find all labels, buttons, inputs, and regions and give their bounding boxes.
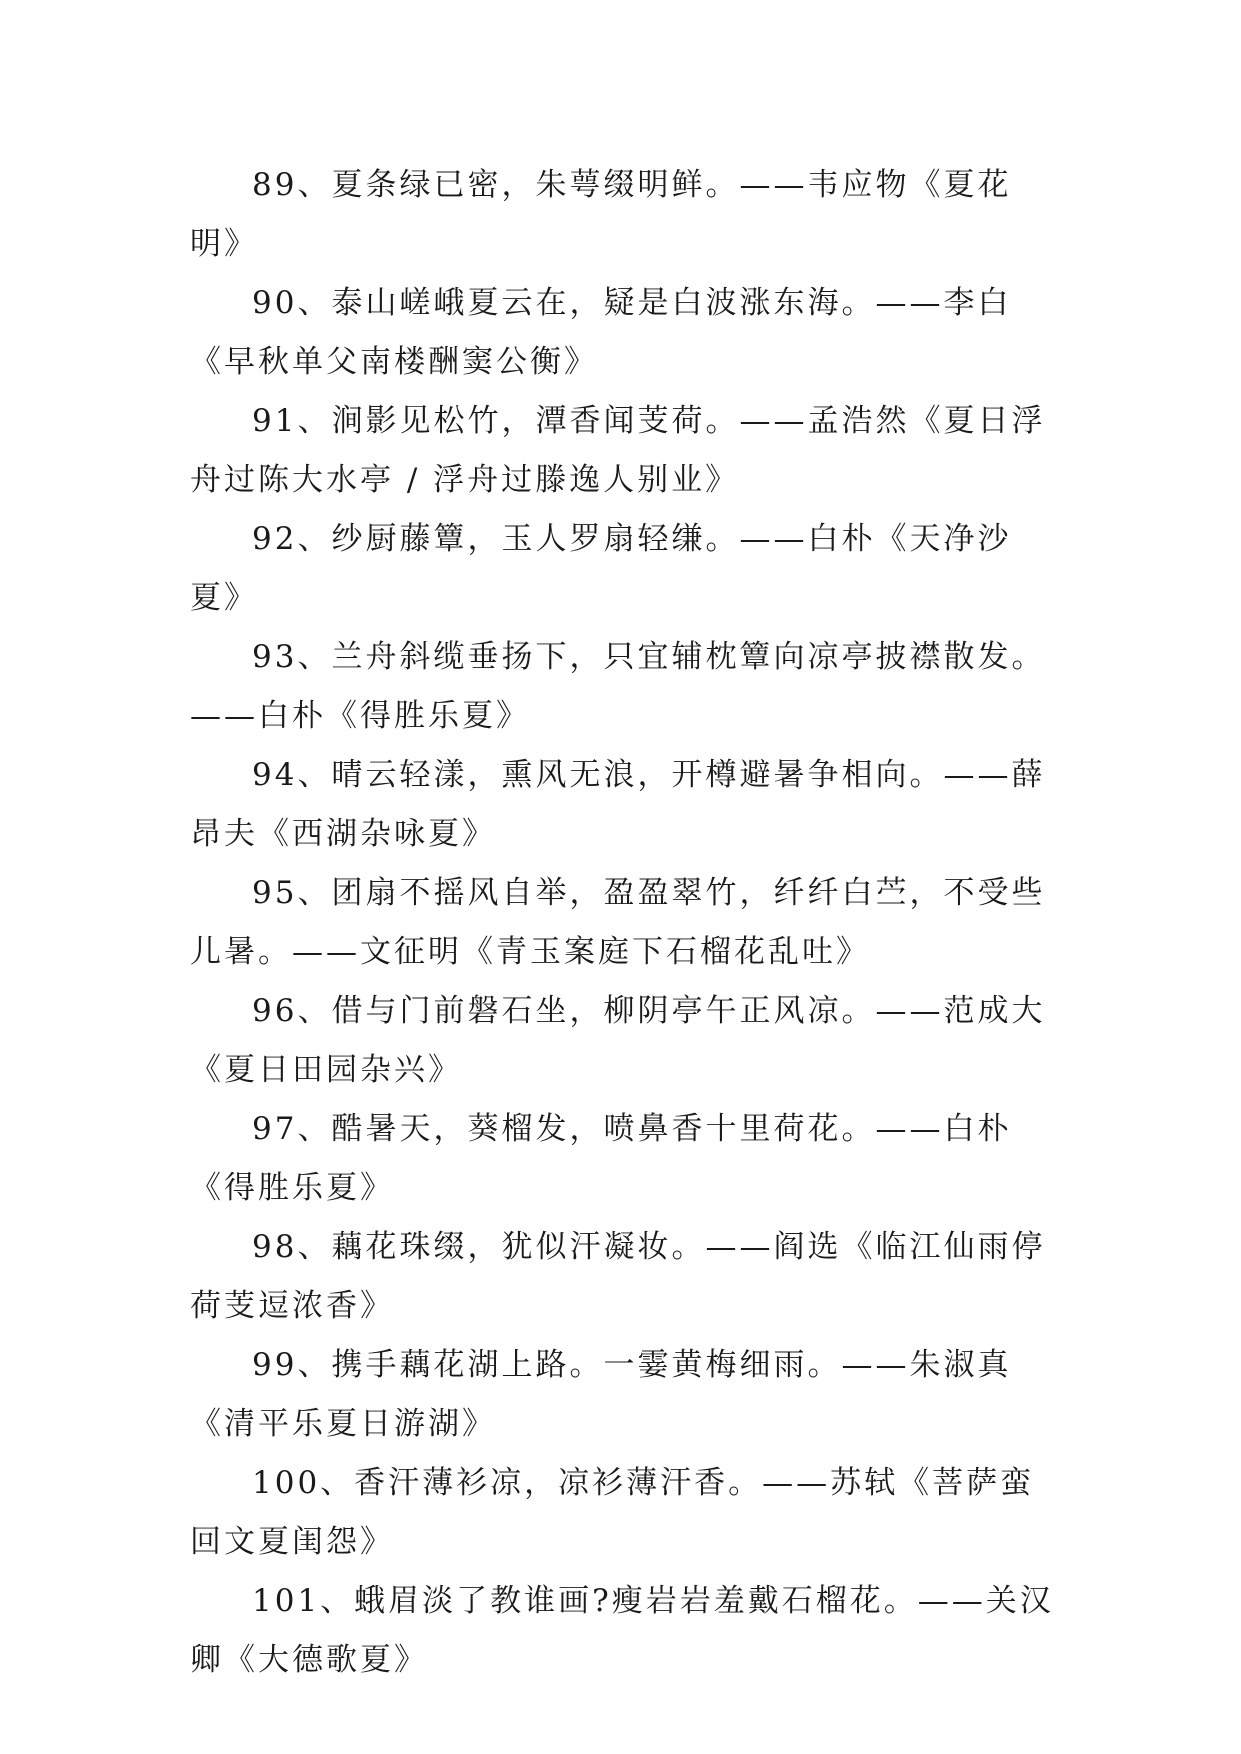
paragraph-99: 99、携手藕花湖上路。一霎黄梅细雨。——朱淑真《清平乐夏日游湖》: [190, 1347, 1012, 1442]
paragraph-97: 97、酷暑天，葵榴发，喷鼻香十里荷花。——白朴《得胜乐夏》: [190, 1111, 1012, 1206]
paragraph-91: 91、涧影见松竹，潭香闻芰荷。——孟浩然《夏日浮舟过陈大水亭 / 浮舟过滕逸人别业》: [190, 403, 1046, 498]
paragraph-101: 101、蛾眉淡了教谁画?瘦岩岩羞戴石榴花。——关汉卿《大德歌夏》: [190, 1583, 1054, 1678]
paragraph-89: 89、夏条绿已密，朱萼缀明鲜。——韦应物《夏花明》: [190, 167, 1012, 262]
paragraph-100: 100、香汗薄衫凉，凉衫薄汗香。——苏轼《菩萨蛮回文夏闺怨》: [190, 1465, 1035, 1560]
document-body: [190, 156, 1060, 1690]
paragraph-98: 98、藕花珠缀，犹似汗凝妆。——阎选《临江仙雨停荷芰逗浓香》: [190, 1229, 1046, 1324]
paragraph-94: 94、晴云轻漾，熏风无浪，开樽避暑争相向。——薛昂夫《西湖杂咏夏》: [190, 757, 1046, 852]
paragraph-90: 90、泰山嵯峨夏云在，疑是白波涨东海。——李白《早秋单父南楼酬窦公衡》: [190, 285, 1012, 380]
paragraph-92: 92、纱厨藤簟，玉人罗扇轻缣。——白朴《天净沙夏》: [190, 521, 1012, 616]
paragraph-93: 93、兰舟斜缆垂扬下，只宜辅枕簟向凉亭披襟散发。——白朴《得胜乐夏》: [190, 639, 1046, 734]
paragraph-96: 96、借与门前磐石坐，柳阴亭午正风凉。——范成大《夏日田园杂兴》: [190, 993, 1046, 1088]
paragraph-95: 95、团扇不摇风自举，盈盈翠竹，纤纤白苎，不受些儿暑。——文征明《青玉案庭下石榴花乱吐》: [190, 875, 1046, 970]
